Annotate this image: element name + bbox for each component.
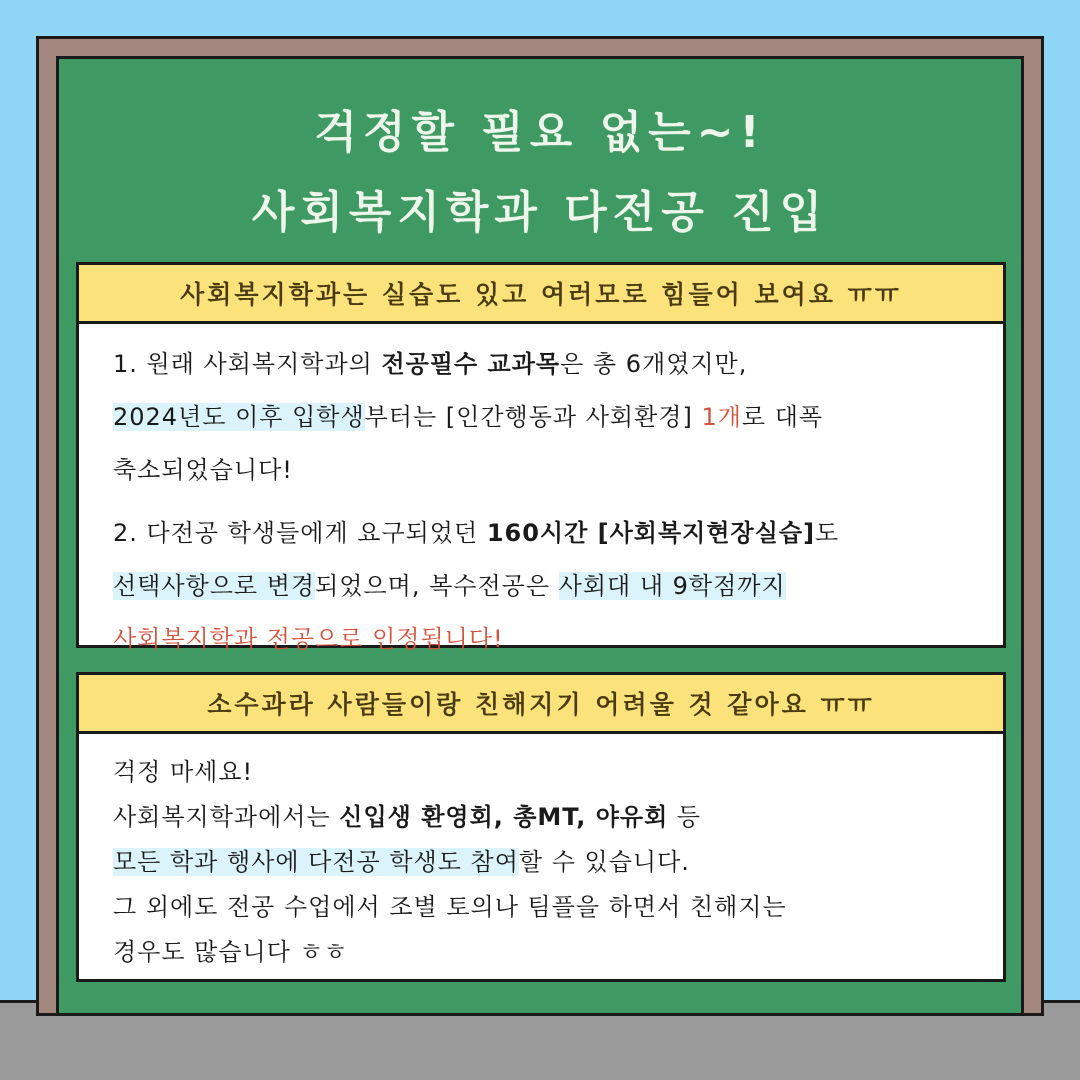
- text: 도: [815, 519, 840, 547]
- text: 부터는 [인간행동과 사회환경]: [364, 403, 702, 431]
- card-body: [79, 734, 1003, 975]
- text: 등: [668, 803, 702, 831]
- highlight-text: 사회대 내 9학점까지: [558, 572, 786, 600]
- text-line: [113, 338, 969, 391]
- highlight-text: 2024년도 이후 입학생: [113, 403, 365, 431]
- qa-card-friends: [76, 672, 1006, 982]
- qa-card-practicum: [76, 262, 1006, 653]
- text: 사회복지학과에서는: [113, 803, 340, 831]
- text: 1. 원래 사회복지학과의: [113, 350, 382, 378]
- text: 2. 다전공 학생들에게 요구되었던: [113, 519, 487, 547]
- text: 로 대폭: [741, 403, 824, 431]
- text-line: [113, 391, 969, 444]
- text-line: [113, 840, 969, 885]
- text-line: 걱정 마세요!: [113, 758, 254, 786]
- text: 할 수 있습니다.: [518, 848, 690, 876]
- emphasis-text: 신입생 환영회, 총MT, 야유회: [339, 803, 669, 831]
- card-header: 사회복지학과는 실습도 있고 여러모로 힘들어 보여요 ㅠㅠ: [79, 265, 1003, 324]
- accent-text: 1개: [701, 403, 742, 431]
- text-line: [113, 560, 969, 613]
- card-header: 소수과라 사람들이랑 친해지기 어려울 것 같아요 ㅠㅠ: [79, 675, 1003, 734]
- title-line-2: 사회복지학과 다전공 진입: [251, 187, 829, 238]
- text-line: 그 외에도 전공 수업에서 조별 토의나 팀플을 하면서 친해지는: [113, 893, 787, 921]
- text: 은 총 6개였지만,: [560, 350, 748, 378]
- emphasis-text: 전공필수 교과목: [381, 350, 561, 378]
- emphasis-text: 160시간 [사회복지현장실습]: [486, 519, 816, 547]
- text-line: 사회복지학과 전공으로 인정됩니다!: [113, 625, 504, 653]
- text-line: [113, 507, 969, 560]
- highlight-text: 선택사항으로 변경: [113, 572, 316, 600]
- text-line: 경우도 많습니다 ㅎㅎ: [113, 938, 348, 966]
- highlight-text: 모든 학과 행사에 다전공 학생도 참여: [113, 848, 519, 876]
- text: 되었으며, 복수전공은: [315, 572, 559, 600]
- text-line: [113, 795, 969, 840]
- title-line-1: 걱정할 필요 없는~!: [314, 107, 766, 158]
- card-body: [79, 324, 1003, 666]
- text-line: 축소되었습니다!: [113, 456, 293, 484]
